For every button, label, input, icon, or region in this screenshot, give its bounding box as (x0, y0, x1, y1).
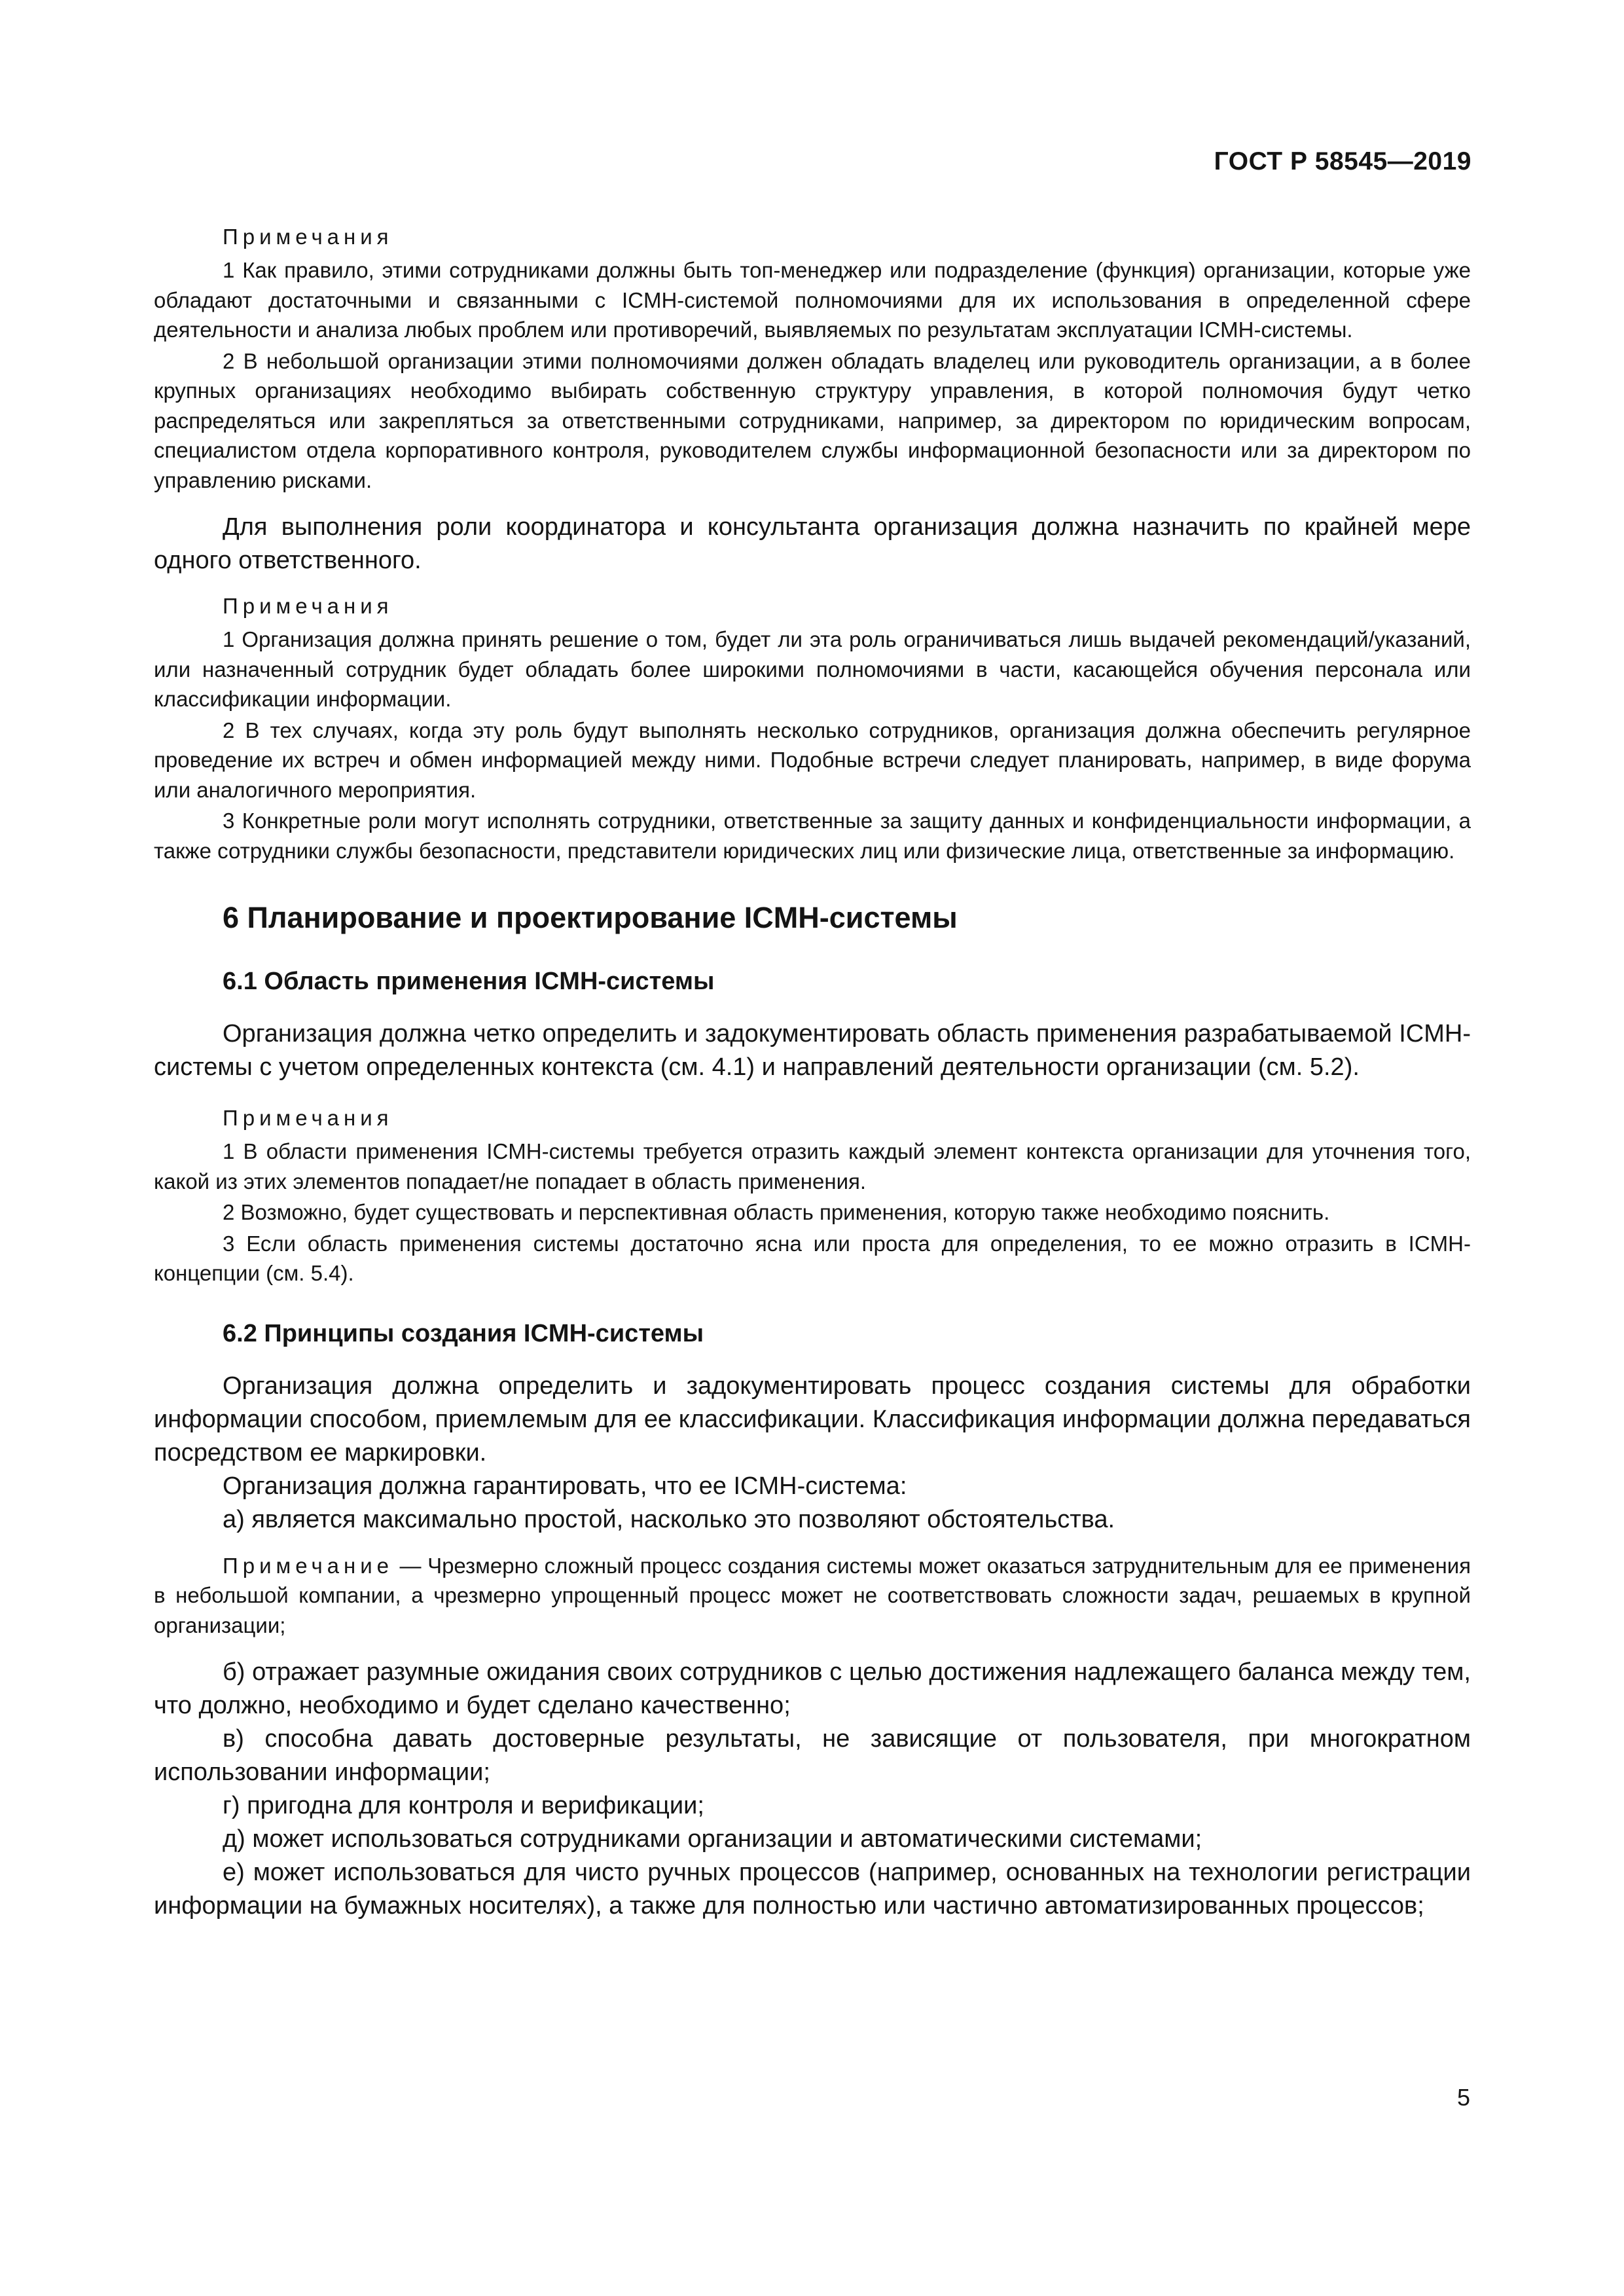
paragraph-coordinator: Для выполнения роли координатора и консультанта организация должна назначить по крайней мере одного ответственного. (154, 513, 1471, 574)
note-item: 3 Конкретные роли могут исполнять сотрудники, ответственные за защиту данных и конфиденциальности информации, а также сотрудники службы безопасности, представители юридических лиц или физические лица, ответственные за информацию. (154, 809, 1471, 863)
page-number: 5 (1456, 2084, 1470, 2111)
paragraph: Организация должна четко определить и задокументировать область применения разрабатываемой ICMH-системы с учетом определенных контекста (см. 4.1) и направлений деятельности организации (см. 5.2). (154, 1020, 1471, 1081)
note-item: 2 Возможно, будет существовать и перспективная область применения, которую также необходимо пояснить. (223, 1200, 1330, 1224)
note-heading: Примечание (223, 1553, 394, 1578)
notes-heading: Примечания (223, 594, 393, 618)
list-item: е) может использоваться для чисто ручных процессов (например, основанных на технологии регистрации информации на бумажных носителях), а также для полностью или частично автоматизированных процессов; (154, 1859, 1471, 1920)
page-content (154, 223, 1471, 1923)
list-item: б) отражает разумные ожидания своих сотрудников с целью достижения надлежащего баланса между тем, что должно, необходимо и будет сделано качественно; (154, 1658, 1471, 1719)
section-heading: 6 Планирование и проектирование ICMH-системы (223, 901, 958, 934)
paragraph: Организация должна гарантировать, что ее ICMH-система: (223, 1472, 907, 1500)
document-header: ГОСТ Р 58545—2019 (1214, 147, 1471, 175)
note-item: 2 В небольшой организации этими полномочиями должен обладать владелец или руководитель организации, а в более крупных организациях необходимо выбирать собственную структуру управления, в которой полномочия будут четко распределяться или закрепляться за ответственными сотрудниками, например, за директором по юридическим вопросам, специалистом отдела корпоративного контроля, руководителем службы информационной безопасности или за директором по управлению рисками. (154, 348, 1471, 492)
note-item: 1 Как правило, этими сотрудниками должны быть топ-менеджер или подразделение (функция) организации, которые уже обладают достаточными и связанными с ICMH-системой полномочиями для их использования в определенной сфере деятельности и анализа любых проблем или противоречий, выявляемых по результатам эксплуатации ICMH-системы. (154, 258, 1471, 342)
list-item: д) может использоваться сотрудниками организации и автоматическими системами; (223, 1825, 1202, 1853)
note-item: 1 Организация должна принять решение о том, будет ли эта роль ограничиваться лишь выдачей рекомендаций/указаний, или назначенный сотрудник будет обладать более широкими полномочиями в части, касающейся обучения персонала или классификации информации. (154, 627, 1471, 711)
list-item: г) пригодна для контроля и верификации; (223, 1792, 704, 1819)
subsection-heading: 6.1 Область применения ICMH-системы (223, 968, 715, 995)
inline-note (154, 1551, 1471, 1641)
list-item: а) является максимально простой, насколько это позволяют обстоятельства. (223, 1505, 1115, 1533)
notes-heading: Примечания (223, 1106, 393, 1130)
note-text: — Чрезмерно сложный процесс создания системы может оказаться затруднительным для ее применения в небольшой компании, а чрезмерно упрощенный процесс может не соответствовать сложности задач, решаемых в крупной организации; (154, 1553, 1471, 1637)
note-item: 1 В области применения ICMH-системы требуется отразить каждый элемент контекста организации для уточнения того, какой из этих элементов попадает/не попадает в область применения. (154, 1139, 1471, 1194)
notes-heading: Примечания (223, 225, 393, 249)
paragraph: Организация должна определить и задокументировать процесс создания системы для обработки информации способом, приемлемым для ее классификации. Классификация информации должна передаваться посредством ее маркировки. (154, 1372, 1471, 1467)
note-item: 3 Если область применения системы достаточно ясна или проста для определения, то ее можно отразить в ICMH-концепции (см. 5.4). (154, 1231, 1471, 1285)
note-item: 2 В тех случаях, когда эту роль будут выполнять несколько сотрудников, организация должна обеспечить регулярное проведение их встреч и обмен информацией между ними. Подобные встречи следует планировать, например, в виде форума или аналогичного мероприятия. (154, 718, 1471, 802)
list-item: в) способна давать достоверные результаты, не зависящие от пользователя, при многократном использовании информации; (154, 1725, 1471, 1786)
subsection-heading: 6.2 Принципы создания ICMH-системы (223, 1319, 704, 1347)
